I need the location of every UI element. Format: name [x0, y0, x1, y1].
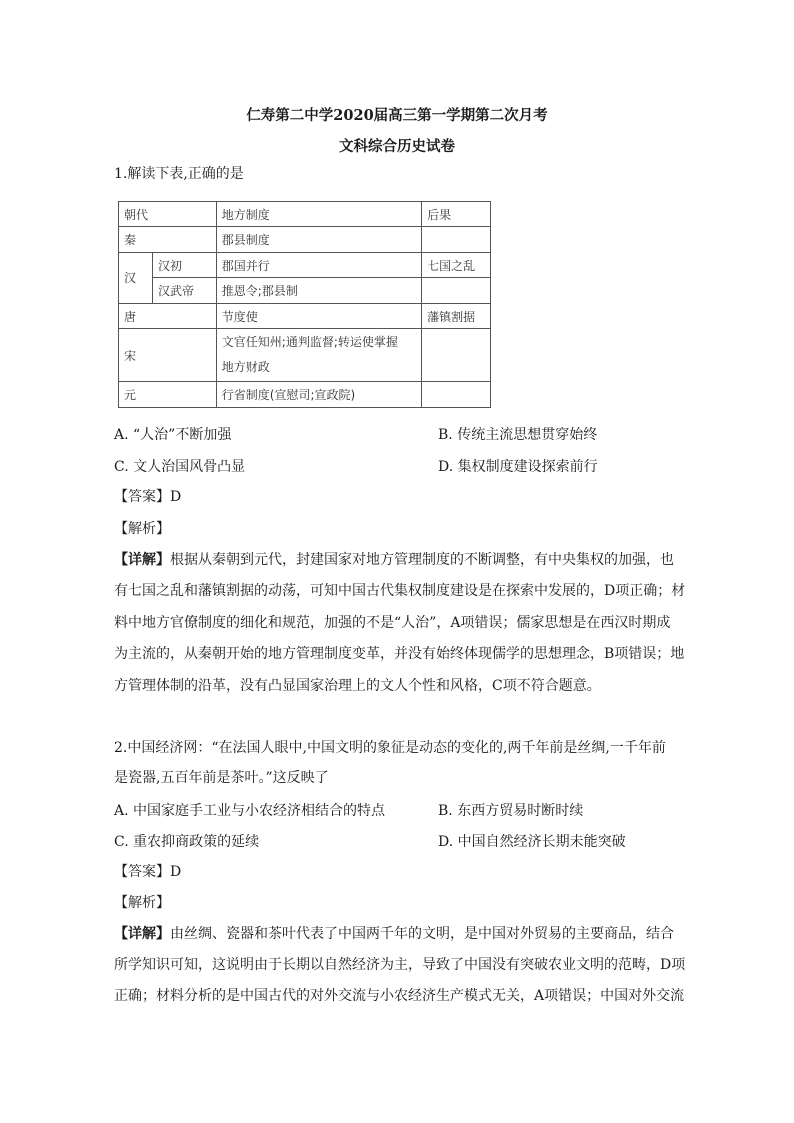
q1-stem: 1.解读下表,正确的是 — [114, 166, 244, 182]
q2-stem-2: 是瓷器,五百年前是茶叶。”这反映了 — [114, 770, 329, 786]
q2-analysis-label: 【解析】 — [114, 895, 170, 911]
table-cell-han-early: 汉初 — [152, 252, 216, 277]
q1-option-d: D. 集权制度建设探索前行 — [438, 459, 598, 475]
table-cell-han: 汉 — [119, 252, 153, 303]
page-title: 仁寿第二中学2020届高三第一学期第二次月考 — [246, 107, 548, 124]
q1-detail-line — [114, 550, 674, 570]
q1-answer: 【答案】D — [114, 489, 182, 505]
table-cell-tang-result: 藩镇割据 — [422, 303, 491, 328]
song-system-line1: 文官任知州;通判监督;转运使掌握 — [221, 335, 398, 350]
table-header-dynasty: 朝代 — [119, 202, 217, 227]
q1-detail-text-5: 方管理体制的沿革，没有凸显国家治理上的文人个性和风格，C项不符合题意。 — [114, 678, 601, 694]
q2-stem-1: 2.中国经济网：“在法国人眼中,中国文明的象征是动态的变化的,两千年前是丝绸,一千年前 — [114, 740, 666, 756]
q2-detail-line — [114, 924, 674, 944]
q2-detail-text-2: 所学知识可知，这说明由于长期以自然经济为主，导致了中国没有突破农业文明的范畴，D项 — [114, 957, 686, 973]
q2-option-b: B. 东西方贸易时断时续 — [438, 803, 584, 819]
table-cell-song: 宋 — [119, 329, 217, 382]
table-cell-han-wudi-system: 推恩令;郡县制 — [216, 278, 421, 303]
table-cell-song-system — [216, 329, 421, 382]
q1-detail-text-3: 料中地方官僚制度的细化和规范，加强的不是“人治”，A项错误；儒家思想是在西汉时期成 — [114, 615, 671, 631]
table-cell-song-result — [422, 329, 491, 382]
q1-table — [118, 201, 491, 408]
table-header-result: 后果 — [422, 202, 491, 227]
q1-detail-text-2: 有七国之乱和藩镇割据的动荡，可知中国古代集权制度建设是在探索中发展的，D项正确；材 — [114, 583, 686, 599]
q1-detail-label: 【详解】 — [114, 552, 170, 568]
q1-option-c: C. 文人治国风骨凸显 — [114, 459, 246, 475]
q1-detail-text-4: 为主流的，从秦朝开始的地方管理制度变革，并没有始终体现儒学的思想理念，B项错误；地 — [114, 646, 685, 662]
table-cell-yuan-result — [422, 382, 491, 408]
table-cell-tang-system: 节度使 — [216, 303, 421, 328]
q1-detail-text-1: 根据从秦朝到元代，封建国家对地方管理制度的不断调整，有中央集权的加强，也 — [170, 552, 674, 568]
q2-detail-text-3: 正确；材料分析的是中国古代的对外交流与小农经济生产模式无关，A项错误；中国对外交流 — [114, 988, 685, 1004]
table-cell-han-early-result: 七国之乱 — [422, 252, 491, 277]
q2-option-d: D. 中国自然经济长期未能突破 — [438, 834, 626, 850]
table-cell-qin: 秦 — [119, 227, 217, 252]
table-cell-tang: 唐 — [119, 303, 217, 328]
table-cell-han-wudi: 汉武帝 — [152, 278, 216, 303]
table-cell-yuan: 元 — [119, 382, 217, 408]
table-cell-han-wudi-result — [422, 278, 491, 303]
q2-answer: 【答案】D — [114, 864, 182, 880]
q2-detail-label: 【详解】 — [114, 926, 170, 942]
q1-analysis-label: 【解析】 — [114, 521, 170, 537]
table-cell-qin-result — [422, 227, 491, 252]
song-system-line2: 地方财政 — [221, 360, 270, 375]
q1-option-a: A. “人治”不断加强 — [114, 427, 232, 443]
table-cell-han-early-system: 郡国并行 — [216, 252, 421, 277]
table-cell-qin-system: 郡县制度 — [216, 227, 421, 252]
table-cell-yuan-system: 行省制度(宣慰司;宣政院) — [216, 382, 421, 408]
q1-option-b: B. 传统主流思想贯穿始终 — [438, 427, 598, 443]
q2-option-a: A. 中国家庭手工业与小农经济相结合的特点 — [114, 803, 386, 819]
q2-option-c: C. 重农抑商政策的延续 — [114, 834, 260, 850]
table-header-system: 地方制度 — [216, 202, 421, 227]
q2-detail-text-1: 由丝绸、瓷器和茶叶代表了中国两千年的文明，是中国对外贸易的主要商品，结合 — [170, 926, 674, 942]
page-subtitle: 文科综合历史试卷 — [339, 138, 455, 155]
